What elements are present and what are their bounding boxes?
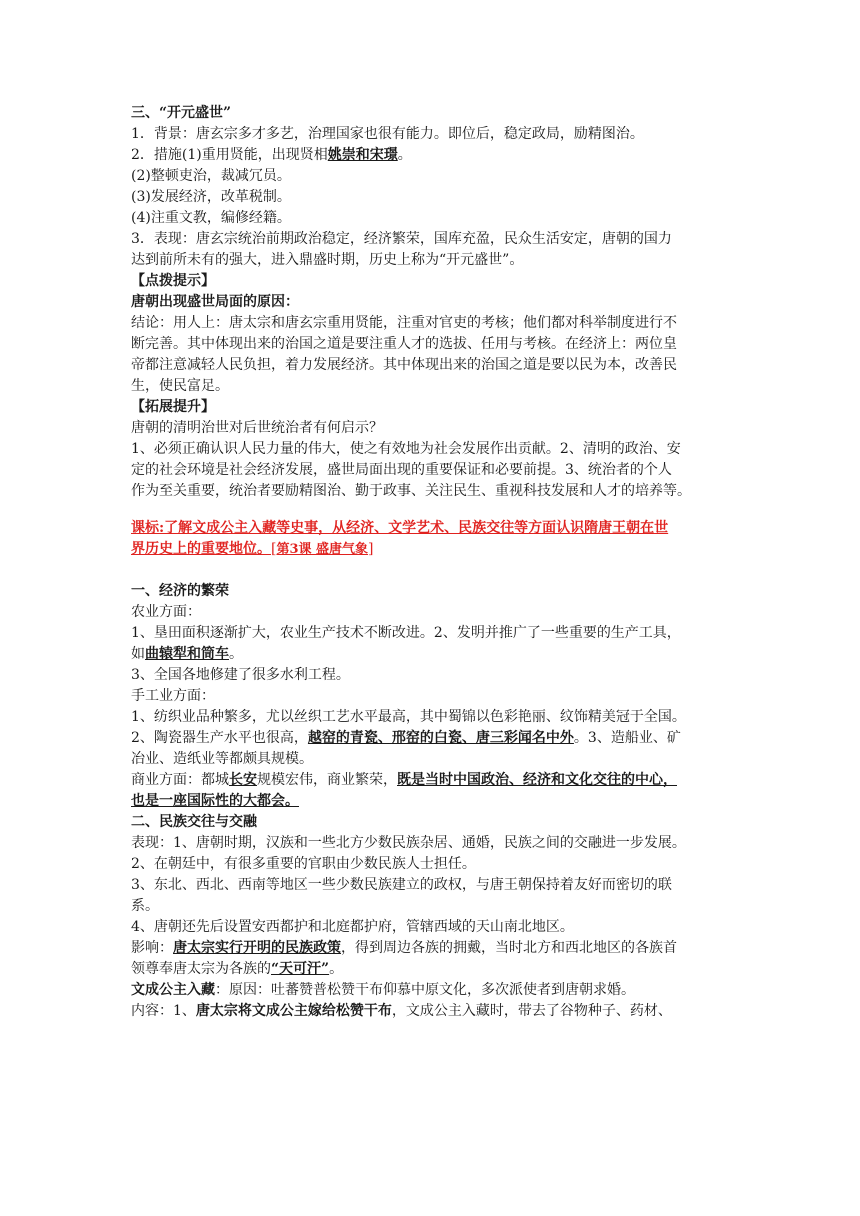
- text: 。3、造船业、矿: [573, 730, 681, 746]
- text: 。: [229, 646, 243, 662]
- text: 2、陶瓷器生产水平也很高，: [131, 730, 308, 746]
- text: 影响：: [131, 940, 173, 956]
- bracket: [: [271, 541, 277, 557]
- paragraph: 定的社会环境是社会经济发展，盛世局面出现的重要保证和必要前提。3、统治者的个人: [131, 462, 672, 478]
- section-heading-kaiyuan: 三、“开元盛世”: [131, 105, 232, 121]
- key-term: “天可汗”: [271, 961, 330, 977]
- label: 文成公主入藏: [131, 982, 215, 998]
- paragraph: 1、垦田面积逐渐扩大，农业生产技术不断改进。2、发明并推广了一些重要的生产工具，: [131, 625, 681, 641]
- tip-heading: 【点拨提示】: [131, 273, 215, 289]
- key-term: 唐太宗将文成公主嫁给松赞干布: [195, 1003, 392, 1019]
- paragraph: 1．背景：唐玄宗多才多艺，治理国家也很有能力。即位后，稳定政局，励精图治。: [131, 126, 644, 142]
- text: 商业方面：都城: [131, 772, 229, 788]
- curriculum-line: 课标:了解文成公主入藏等史事，从经济、文学艺术、民族交往等方面认识隋唐王朝在世: [131, 520, 669, 536]
- question: 唐朝的清明治世对后世统治者有何启示？: [131, 420, 383, 436]
- text: 。: [329, 961, 344, 977]
- key-term: 唐太宗实行开明的民族政策: [173, 940, 341, 956]
- paragraph: 2、在朝廷中，有很多重要的官职由少数民族人士担任。: [131, 856, 476, 872]
- paragraph: 冶业、造纸业等都颇具规模。: [131, 751, 313, 767]
- paragraph: 生，使民富足。: [131, 378, 229, 394]
- paragraph: (3)发展经济，改革税制。: [131, 189, 291, 205]
- section-heading-ethnic: 二、民族交往与交融: [131, 814, 257, 830]
- paragraph: [131, 938, 731, 959]
- text: 内容：1、: [131, 1003, 196, 1019]
- curriculum-line: [131, 539, 731, 560]
- key-term-line: 也是一座国际性的大都会。: [131, 793, 299, 809]
- paragraph: 帝都注意减轻人民负担，着力发展经济。其中体现出来的治国之道是要以民为本，改善民: [131, 357, 677, 373]
- extension-heading: 【拓展提升】: [131, 399, 215, 415]
- key-term: 姚崇和宋璟: [327, 147, 398, 163]
- text: ，文成公主入藏时，带去了谷物种子、药材、: [391, 1003, 672, 1019]
- text: ，得到周边各族的拥戴，当时北方和西北地区的各族首: [341, 940, 677, 956]
- paragraph: 表现：1、唐朝时期，汉族和一些北方少数民族杂居、通婚，民族之间的交融进一步发展。: [131, 835, 686, 851]
- subheading: 手工业方面：: [131, 688, 215, 704]
- paragraph: [131, 980, 731, 1001]
- paragraph: 3．表现：唐玄宗统治前期政治稳定，经济繁荣，国库充盈，民众生活安定，唐朝的国力: [131, 231, 672, 247]
- tip-subheading: 唐朝出现盛世局面的原因：: [131, 294, 299, 310]
- paragraph: 断完善。其中体现出来的治国之道是要注重人才的选拔、任用与考核。在经济上：两位皇: [131, 336, 677, 352]
- lesson-title: 第3课 盛唐气象: [276, 542, 369, 557]
- paragraph: [131, 770, 731, 791]
- text: 领尊奉唐太宗为各族的: [131, 961, 271, 977]
- paragraph: 3、全国各地修建了很多水利工程。: [131, 667, 350, 683]
- text: 界历史上的重要地位。: [131, 541, 271, 557]
- key-term: 曲辕犁和筒车: [145, 646, 229, 662]
- paragraph: (4)注重文教，编修经籍。: [131, 210, 291, 226]
- paragraph: [131, 959, 731, 980]
- text: 规模宏伟，商业繁荣，: [257, 772, 397, 788]
- text: ：原因：吐蕃赞普松赞干布仰慕中原文化，多次派使者到唐朝求婚。: [215, 982, 635, 998]
- bracket: ]: [368, 541, 374, 557]
- key-term: 既是当时中国政治、经济和文化交往的中心，: [397, 772, 677, 788]
- paragraph: 4、唐朝还先后设置安西都护和北庭都护府，管辖西域的天山南北地区。: [131, 919, 574, 935]
- text: 2．措施(1)重用贤能，出现贤相: [131, 147, 328, 163]
- subheading: 农业方面：: [131, 604, 201, 620]
- paragraph: 结论：用人上：唐太宗和唐玄宗重用贤能，注重对官吏的考核；他们都对科举制度进行不: [131, 315, 677, 331]
- paragraph: 作为至关重要，统治者要励精图治、勤于政事、关注民生、重视科技发展和人才的培养等。: [131, 483, 691, 499]
- paragraph: [131, 145, 731, 166]
- text: 如: [131, 646, 145, 662]
- paragraph: [131, 1001, 731, 1022]
- paragraph: 1、纺织业品种繁多，尤以丝织工艺水平最高，其中蜀锦以色彩艳丽、纹饰精美冠于全国。: [131, 709, 686, 725]
- document-content: [131, 103, 731, 1022]
- paragraph: (2)整顿吏治，裁减冗员。: [131, 168, 291, 184]
- paragraph: 达到前所未有的强大，进入鼎盛时期，历史上称为“开元盛世”。: [131, 252, 524, 268]
- spacer: [131, 560, 731, 581]
- paragraph: 系。: [131, 898, 159, 914]
- text: 。: [397, 147, 412, 163]
- key-term: 长安: [229, 772, 257, 788]
- curriculum-standard: [131, 518, 731, 560]
- paragraph: 1、必须正确认识人民力量的伟大，使之有效地为社会发展作出贡献。2、清明的政治、安: [131, 441, 681, 457]
- section-heading-economy: 一、经济的繁荣: [131, 583, 229, 599]
- paragraph: [131, 728, 731, 749]
- key-term: 越窑的青瓷、邢窑的白瓷、唐三彩闻名中外: [307, 730, 574, 746]
- paragraph: [131, 644, 731, 665]
- paragraph: 3、东北、西北、西南等地区一些少数民族建立的政权，与唐王朝保持着友好而密切的联: [131, 877, 672, 893]
